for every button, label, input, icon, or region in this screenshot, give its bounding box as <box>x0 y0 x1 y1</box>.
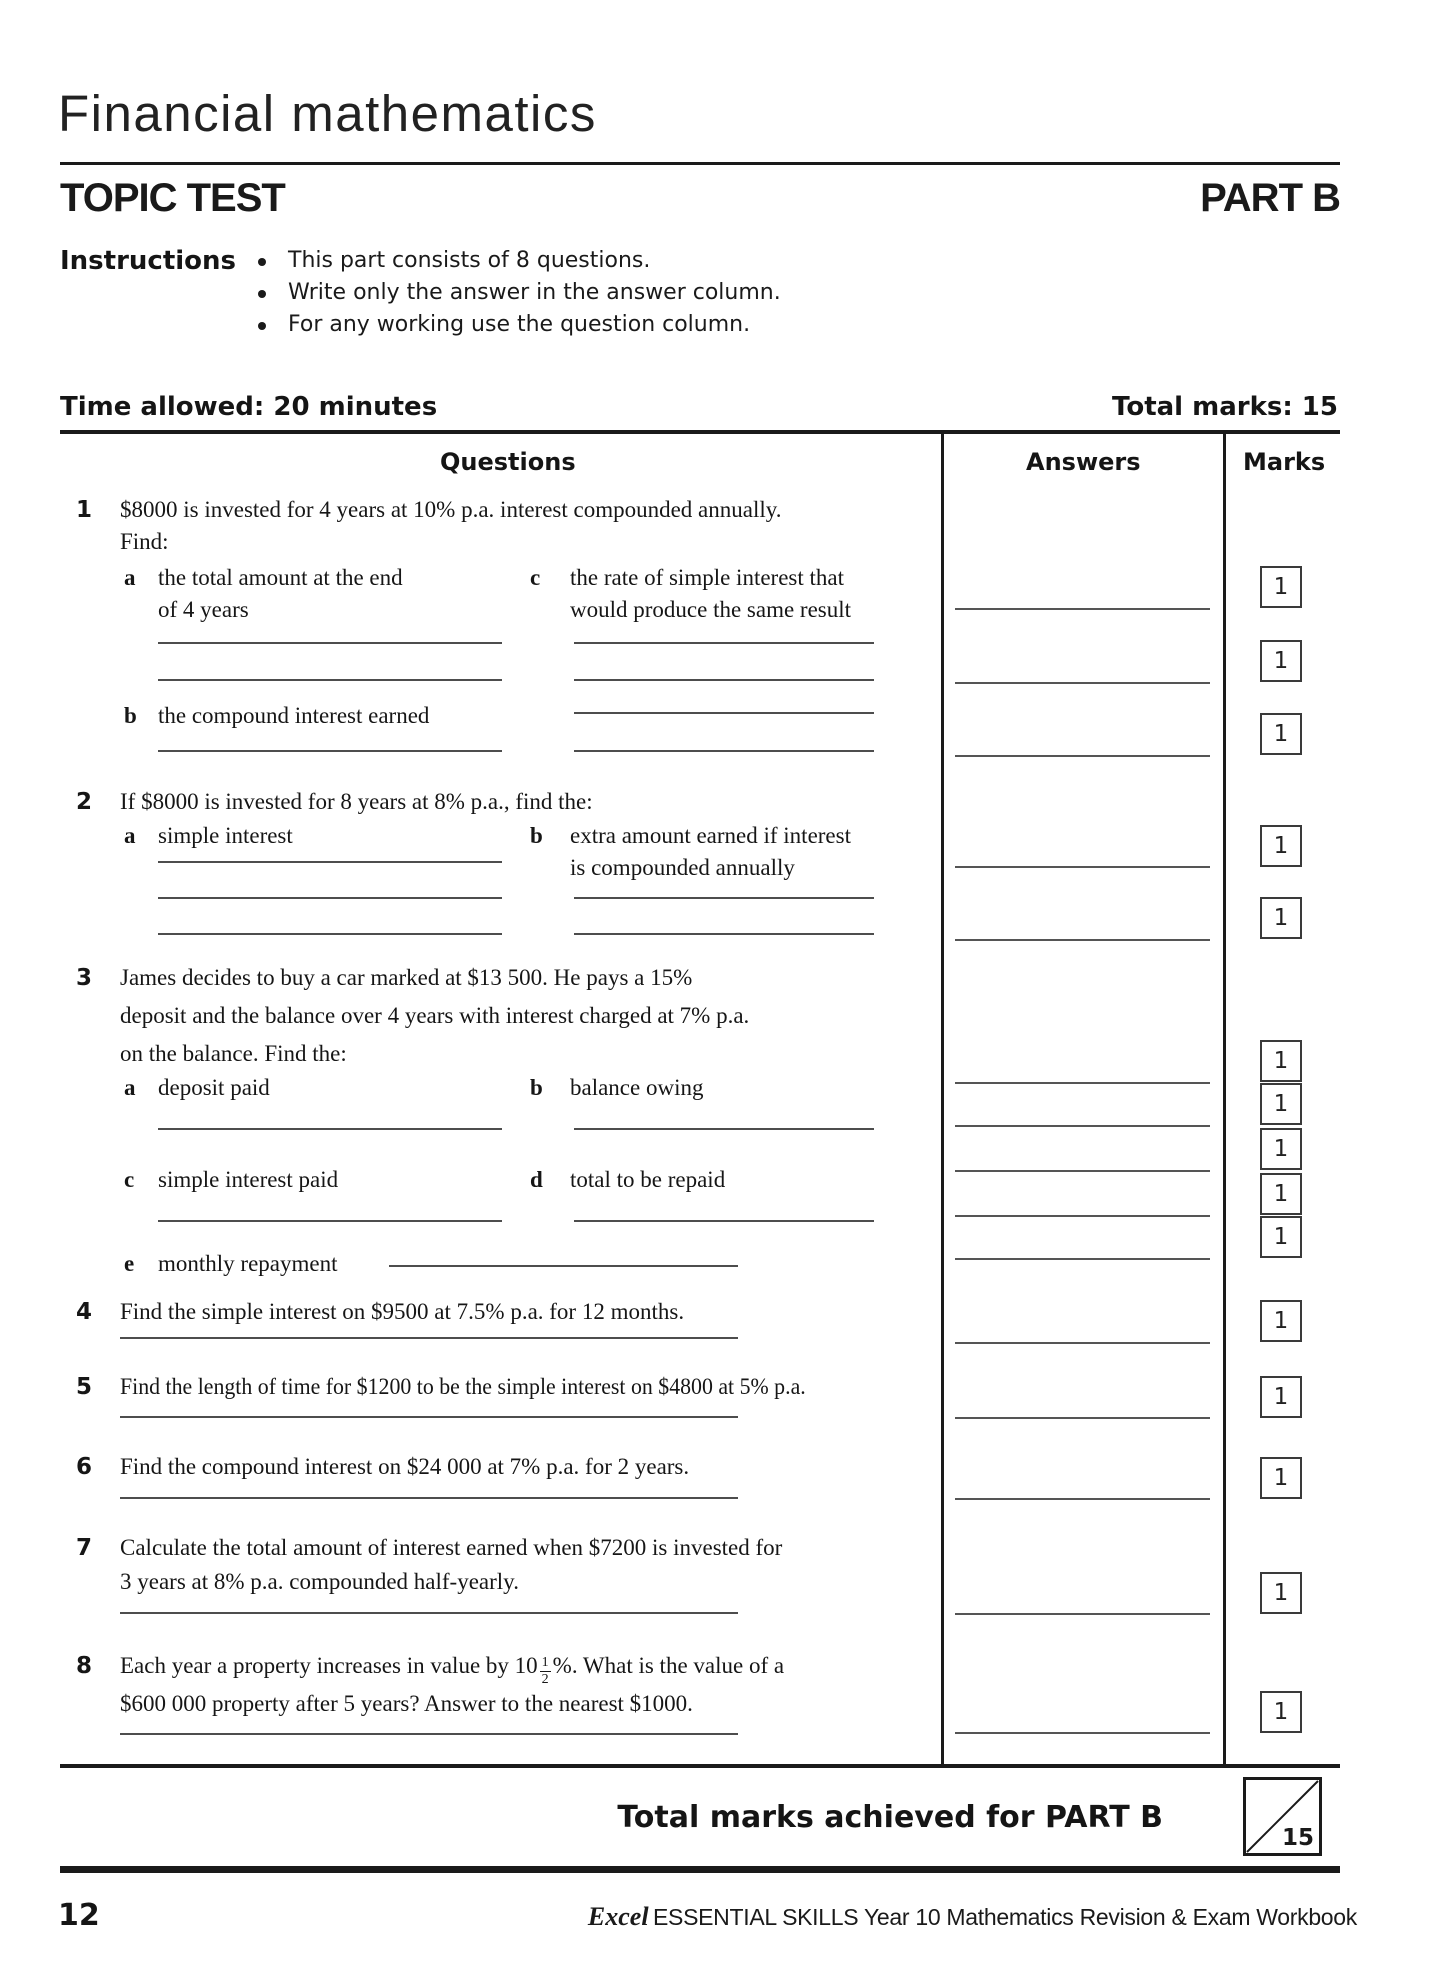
mark-value: 1 <box>1273 1048 1289 1074</box>
part-text: deposit paid <box>158 1075 270 1100</box>
instruction-item: This part consists of 8 questions. <box>288 248 651 273</box>
mark-value: 1 <box>1273 1465 1289 1491</box>
instructions-label: Instructions <box>60 246 237 276</box>
score-total: 15 <box>1281 1825 1314 1851</box>
table-bottom-border <box>60 1764 1340 1768</box>
column-header-questions: Questions <box>440 448 576 476</box>
answer-line <box>955 1215 1210 1217</box>
mark-value: 1 <box>1273 1384 1289 1410</box>
instruction-item: Write only the answer in the answer column. <box>288 280 781 305</box>
mark-value: 1 <box>1273 1224 1289 1250</box>
part-label: c <box>530 565 541 590</box>
working-line <box>120 1337 738 1339</box>
mark-value: 1 <box>1273 721 1289 747</box>
part-text: monthly repayment <box>158 1251 338 1276</box>
footer-brand: Excel <box>587 1902 649 1931</box>
answer-line <box>955 1417 1210 1419</box>
working-line <box>120 1416 738 1418</box>
mark-value: 1 <box>1273 1136 1289 1162</box>
part-label: d <box>530 1167 543 1192</box>
mark-value: 1 <box>1273 1699 1289 1725</box>
part-label: a <box>124 1075 136 1100</box>
mark-box <box>1260 825 1302 867</box>
working-line <box>158 861 502 863</box>
mark-value: 1 <box>1273 833 1289 859</box>
bottom-rule <box>60 1866 1340 1873</box>
answer-line <box>955 682 1210 684</box>
mark-value: 1 <box>1273 1580 1289 1606</box>
page-number: 12 <box>58 1898 100 1933</box>
time-allowed: Time allowed: 20 minutes <box>60 392 438 422</box>
bullet-icon <box>258 258 266 266</box>
working-line <box>158 1128 502 1130</box>
question-text: $8000 is invested for 4 years at 10% p.a. interest compounded annually. <box>120 497 782 522</box>
mark-value: 1 <box>1273 905 1289 931</box>
answer-line <box>955 1613 1210 1615</box>
part-label: b <box>530 823 543 848</box>
answer-line <box>955 1258 1210 1260</box>
part-label: a <box>124 565 136 590</box>
part-label: e <box>124 1251 135 1276</box>
mark-box <box>1260 1128 1302 1170</box>
question-text: Find the simple interest on $9500 at 7.5% p.a. for 12 months. <box>120 1299 685 1324</box>
footer-title-text: ESSENTIAL SKILLS Year 10 Mathematics Revision & Exam Workbook <box>653 1904 1357 1930</box>
bullet-icon <box>258 322 266 330</box>
question-number: 6 <box>76 1454 93 1480</box>
question-text: Calculate the total amount of interest earned when $7200 is invested for <box>120 1535 783 1560</box>
fraction-denominator: 2 <box>541 1672 549 1687</box>
working-line <box>158 1220 502 1222</box>
answer-line <box>955 608 1210 610</box>
question-number: 3 <box>76 965 93 991</box>
part-text: extra amount earned if interest <box>570 823 851 848</box>
fraction <box>540 1656 551 1687</box>
answer-line <box>955 866 1210 868</box>
mark-box <box>1260 640 1302 682</box>
question-number: 8 <box>76 1653 93 1679</box>
question-number: 5 <box>76 1374 93 1400</box>
question-text: If $8000 is invested for 8 years at 8% p.a., find the: <box>120 789 593 814</box>
mark-value: 1 <box>1273 648 1289 674</box>
working-line <box>158 750 502 752</box>
part-label: a <box>124 823 136 848</box>
question-text: Find: <box>120 529 169 554</box>
question-text: Find the compound interest on $24 000 at 7% p.a. for 2 years. <box>120 1454 690 1479</box>
column-divider <box>1223 430 1226 1764</box>
mark-box <box>1260 713 1302 755</box>
mark-box <box>1260 1572 1302 1614</box>
mark-box <box>1260 897 1302 939</box>
bullet-icon <box>258 290 266 298</box>
working-line <box>120 1497 738 1499</box>
answer-line <box>955 755 1210 757</box>
working-line <box>574 750 874 752</box>
part-text: the compound interest earned <box>158 703 430 728</box>
mark-value: 1 <box>1273 1091 1289 1117</box>
mark-value: 1 <box>1273 574 1289 600</box>
mark-box <box>1260 1691 1302 1733</box>
answer-line <box>955 939 1210 941</box>
answer-line <box>955 1170 1210 1172</box>
column-header-marks: Marks <box>1243 448 1326 476</box>
working-line <box>389 1265 738 1267</box>
question-text: Find the length of time for $1200 to be the simple interest on $4800 at 5% p.a. <box>120 1374 806 1399</box>
working-line <box>574 642 874 644</box>
question-text: James decides to buy a car marked at $13 500. He pays a 15% <box>120 965 693 990</box>
mark-value: 1 <box>1273 1308 1289 1334</box>
working-line <box>158 897 502 899</box>
question-text: $600 000 property after 5 years? Answer to the nearest $1000. <box>120 1691 693 1716</box>
column-divider <box>941 430 944 1764</box>
part-text: simple interest <box>158 823 293 848</box>
question-text: 3 years at 8% p.a. compounded half-yearly. <box>120 1569 519 1594</box>
part-label: c <box>124 1167 135 1192</box>
question-text: on the balance. Find the: <box>120 1041 347 1066</box>
score-box <box>1243 1777 1322 1856</box>
table-top-border <box>60 430 1340 434</box>
question-number: 4 <box>76 1299 93 1325</box>
working-line <box>158 642 502 644</box>
mark-value: 1 <box>1273 1181 1289 1207</box>
question-text-segment: %. What is the value of a <box>552 1653 785 1678</box>
mark-box <box>1260 1040 1302 1082</box>
working-line <box>574 679 874 681</box>
question-text-segment: Each year a property increases in value by 10 <box>120 1653 538 1678</box>
question-text <box>120 1650 784 1687</box>
instruction-item: For any working use the question column. <box>288 312 751 337</box>
question-text: deposit and the balance over 4 years with interest charged at 7% p.a. <box>120 1003 750 1028</box>
working-line <box>158 933 502 935</box>
part-text: balance owing <box>570 1075 704 1100</box>
column-header-answers: Answers <box>1026 448 1141 476</box>
mark-box <box>1260 1457 1302 1499</box>
total-marks: Total marks: 15 <box>1112 392 1338 422</box>
page-title: Financial mathematics <box>58 85 597 142</box>
working-line <box>120 1612 738 1614</box>
answer-line <box>955 1342 1210 1344</box>
part-text: of 4 years <box>158 597 249 622</box>
fraction-numerator: 1 <box>541 1655 549 1670</box>
question-number: 2 <box>76 789 93 815</box>
part-text: simple interest paid <box>158 1167 339 1192</box>
mark-box <box>1260 1173 1302 1215</box>
mark-box <box>1260 1376 1302 1418</box>
working-line <box>574 1128 874 1130</box>
working-line <box>120 1733 738 1735</box>
part-text: the rate of simple interest that <box>570 565 844 590</box>
part-label: b <box>124 703 137 728</box>
footer-book-title <box>588 1902 1357 1932</box>
part-b-heading: PART B <box>1200 176 1340 220</box>
question-number: 7 <box>76 1535 93 1561</box>
part-label: b <box>530 1075 543 1100</box>
part-text: the total amount at the end <box>158 565 403 590</box>
mark-box <box>1260 1083 1302 1125</box>
working-line <box>574 897 874 899</box>
topic-test-heading: TOPIC TEST <box>60 176 285 220</box>
question-number: 1 <box>76 497 93 523</box>
working-line <box>158 679 502 681</box>
title-rule <box>60 162 1340 165</box>
answer-line <box>955 1125 1210 1127</box>
part-text: total to be repaid <box>570 1167 726 1192</box>
part-text: would produce the same result <box>570 597 852 622</box>
answer-line <box>955 1732 1210 1734</box>
working-line <box>574 933 874 935</box>
mark-box <box>1260 1300 1302 1342</box>
mark-box <box>1260 1216 1302 1258</box>
working-line <box>574 712 874 714</box>
working-line <box>574 1220 874 1222</box>
summary-label: Total marks achieved for PART B <box>617 1800 1163 1835</box>
answer-line <box>955 1498 1210 1500</box>
mark-box <box>1260 566 1302 608</box>
part-text: is compounded annually <box>570 855 795 880</box>
answer-line <box>955 1082 1210 1084</box>
